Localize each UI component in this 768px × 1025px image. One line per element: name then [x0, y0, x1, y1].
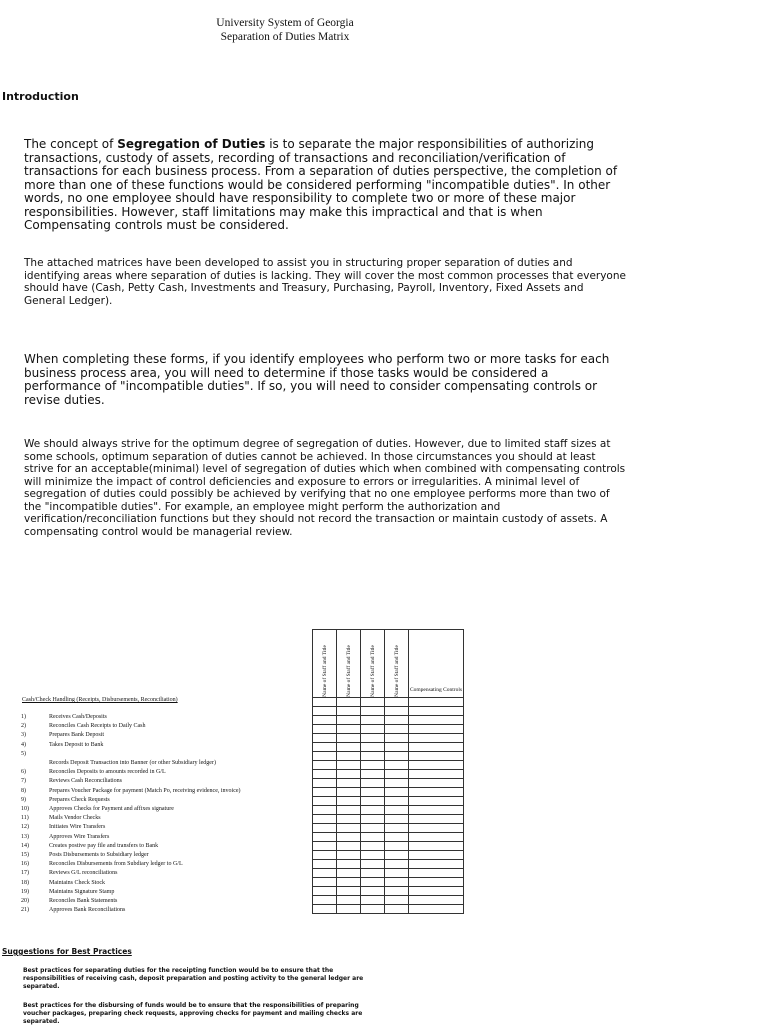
matrix-row: [313, 887, 464, 896]
suggestions-heading: Suggestions for Best Practices: [2, 947, 132, 956]
compensating-cell[interactable]: [409, 752, 464, 761]
staff-cell[interactable]: [313, 779, 337, 788]
staff-cell[interactable]: [385, 707, 409, 716]
matrix-row: [313, 707, 464, 716]
staff-cell[interactable]: [361, 779, 385, 788]
staff-cell[interactable]: [313, 797, 337, 806]
task-text: Approves Bank Reconciliations: [49, 907, 126, 914]
staff-cell[interactable]: [385, 752, 409, 761]
intro-paragraph-1: [24, 138, 626, 233]
compensating-cell[interactable]: [409, 905, 464, 914]
compensating-cell[interactable]: [409, 779, 464, 788]
task-text: Reconciles Bank Statements: [49, 898, 118, 904]
staff-cell[interactable]: [337, 860, 361, 869]
task-row: [21, 843, 271, 852]
cash-handling-section-title: Cash/Check Handling (Receipts, Disbursements, Reconciliation): [22, 697, 178, 703]
task-text: Prepares Check Requests: [49, 796, 110, 803]
compensating-cell[interactable]: [409, 887, 464, 896]
matrix-row: [313, 851, 464, 860]
matrix-row: [313, 698, 464, 707]
task-number: 13): [21, 833, 29, 840]
staff-cell[interactable]: [385, 905, 409, 914]
matrix-row: [313, 716, 464, 725]
matrix-row: [313, 770, 464, 779]
task-text: Records Deposit Transaction into Banner (or other Subsidiary ledger): [49, 760, 216, 766]
task-row: [21, 751, 271, 760]
staff-cell[interactable]: [313, 734, 337, 743]
task-row: [21, 852, 271, 861]
staff-cell[interactable]: [313, 725, 337, 734]
compensating-cell[interactable]: [409, 734, 464, 743]
staff-cell[interactable]: [385, 815, 409, 824]
staff-cell[interactable]: [313, 869, 337, 878]
staff-cell[interactable]: [385, 797, 409, 806]
task-number: 8): [21, 787, 26, 794]
best-practice-disbursing: Best practices for the disbursing of funds would be to ensure that the responsibilities of preparing voucher packages, preparing check requests, approving checks for payment and mailing checks are separated.: [23, 1002, 363, 1025]
staff-cell[interactable]: [337, 905, 361, 914]
task-row: [21, 760, 271, 769]
matrix-row: [313, 797, 464, 806]
matrix-row: [313, 824, 464, 833]
staff-cell[interactable]: [361, 725, 385, 734]
staff-cell[interactable]: [337, 716, 361, 725]
matrix-row: [313, 815, 464, 824]
staff-cell[interactable]: [385, 896, 409, 905]
staff-cell[interactable]: [313, 887, 337, 896]
task-number: 4): [21, 741, 26, 748]
staff-cell[interactable]: [361, 797, 385, 806]
compensating-controls-header: Compensating Controls: [409, 630, 464, 698]
staff-cell[interactable]: [361, 752, 385, 761]
staff-cell[interactable]: [361, 833, 385, 842]
task-text: Maintains Signature Stamp: [49, 888, 115, 895]
staff-cell[interactable]: [361, 896, 385, 905]
task-text: Reconciles Cash Receipts to Daily Cash: [49, 723, 146, 730]
p1-text-start: The concept of: [24, 137, 118, 151]
staff-cell[interactable]: [313, 806, 337, 815]
staff-cell[interactable]: [337, 878, 361, 887]
staff-cell[interactable]: [337, 770, 361, 779]
matrix-row: [313, 842, 464, 851]
task-number: 19): [21, 888, 29, 895]
task-text: Prepares Voucher Package for payment (Match Po, receiving evidence, invoice): [49, 787, 241, 794]
matrix-row: [313, 725, 464, 734]
staff-cell[interactable]: [337, 725, 361, 734]
compensating-cell[interactable]: [409, 698, 464, 707]
matrix-header-row: [313, 630, 464, 698]
staff-cell[interactable]: [385, 698, 409, 707]
task-number: 9): [21, 796, 26, 803]
staff-cell[interactable]: [361, 842, 385, 851]
compensating-cell[interactable]: [409, 815, 464, 824]
staff-cell[interactable]: [337, 698, 361, 707]
task-number: 12): [21, 824, 29, 831]
staff-cell[interactable]: [385, 887, 409, 896]
matrix-row: [313, 860, 464, 869]
task-text: Takes Deposit to Bank: [49, 741, 104, 748]
matrix-row: [313, 869, 464, 878]
matrix-row: [313, 743, 464, 752]
staff-cell[interactable]: [385, 851, 409, 860]
task-number: 21): [21, 907, 29, 914]
staff-cell[interactable]: [337, 842, 361, 851]
staff-cell[interactable]: [385, 716, 409, 725]
staff-column-header: Name of Staff and Title: [337, 630, 361, 698]
task-row: [21, 907, 271, 916]
staff-cell[interactable]: [337, 887, 361, 896]
task-row: [21, 714, 271, 723]
task-number: 14): [21, 842, 29, 849]
task-row: [21, 861, 271, 870]
task-number: 1): [21, 714, 26, 720]
task-row: [21, 898, 271, 907]
staff-column-header: Name of Staff and Title: [313, 630, 337, 698]
matrix-body: [313, 698, 464, 914]
staff-column-header: Name of Staff and Title: [385, 630, 409, 698]
task-row: [21, 815, 271, 824]
staff-cell[interactable]: [313, 833, 337, 842]
compensating-cell[interactable]: [409, 761, 464, 770]
staff-cell[interactable]: [313, 815, 337, 824]
task-row: [21, 723, 271, 732]
compensating-cell[interactable]: [409, 770, 464, 779]
staff-cell[interactable]: [337, 734, 361, 743]
staff-cell[interactable]: [313, 716, 337, 725]
compensating-cell[interactable]: [409, 806, 464, 815]
matrix-row: [313, 779, 464, 788]
staff-cell[interactable]: [385, 842, 409, 851]
compensating-cell[interactable]: [409, 725, 464, 734]
matrix-row: [313, 734, 464, 743]
task-row: [21, 742, 271, 751]
compensating-cell[interactable]: [409, 860, 464, 869]
compensating-cell[interactable]: [409, 707, 464, 716]
task-number: 15): [21, 852, 29, 858]
task-row: [21, 769, 271, 778]
staff-cell[interactable]: [337, 752, 361, 761]
task-row: [21, 834, 271, 843]
staff-cell[interactable]: [361, 905, 385, 914]
staff-cell[interactable]: [313, 905, 337, 914]
compensating-cell[interactable]: [409, 797, 464, 806]
staff-cell[interactable]: [385, 860, 409, 869]
task-row: [21, 806, 271, 815]
staff-cell[interactable]: [361, 860, 385, 869]
matrix-row: [313, 806, 464, 815]
document-header: [185, 16, 385, 44]
staff-cell[interactable]: [385, 761, 409, 770]
staff-cell[interactable]: [313, 743, 337, 752]
staff-cell[interactable]: [361, 824, 385, 833]
task-text: Reviews G/L reconciliations: [49, 870, 118, 877]
staff-cell[interactable]: [385, 725, 409, 734]
staff-cell[interactable]: [361, 716, 385, 725]
task-text: Creates postive pay file and transfers to Bank: [49, 842, 159, 849]
task-row: [21, 778, 271, 787]
compensating-cell[interactable]: [409, 824, 464, 833]
staff-cell[interactable]: [337, 851, 361, 860]
staff-cell[interactable]: [337, 815, 361, 824]
staff-cell[interactable]: [337, 707, 361, 716]
task-number: 20): [21, 898, 29, 904]
staff-cell[interactable]: [313, 788, 337, 797]
staff-cell[interactable]: [385, 806, 409, 815]
p1-text-end: is to separate the major responsibilities of authorizing transactions, custody of assets, recording of transactions and reconciliation/verification of transactions for each business process. From a separation of duties perspective, the completion of more than one of these functions would be considered performing "incompatible duties". In other words, no one employee should have responsibility to complete two or more of these major responsibilities. However, staff limitations may make this impractical and that is when Compensating controls must be considered.: [24, 137, 618, 232]
matrix-row: [313, 752, 464, 761]
task-text: Approves Wire Transfers: [49, 833, 110, 840]
compensating-cell[interactable]: [409, 833, 464, 842]
matrix-row: [313, 788, 464, 797]
task-row: [21, 732, 271, 741]
task-number: 2): [21, 723, 26, 730]
task-text: Receives Cash/Deposits: [49, 714, 107, 720]
task-text: Posts Disbursements to Subsidiary ledger: [49, 852, 149, 858]
compensating-cell[interactable]: [409, 896, 464, 905]
compensating-cell[interactable]: [409, 878, 464, 887]
staff-cell[interactable]: [337, 806, 361, 815]
task-number: 7): [21, 778, 26, 785]
staff-cell[interactable]: [361, 869, 385, 878]
task-number: 16): [21, 861, 29, 868]
staff-cell[interactable]: [337, 824, 361, 833]
compensating-cell[interactable]: [409, 716, 464, 725]
staff-cell[interactable]: [361, 698, 385, 707]
compensating-cell[interactable]: [409, 842, 464, 851]
staff-cell[interactable]: [313, 770, 337, 779]
header-org-title: University System of Georgia: [216, 17, 354, 29]
staff-cell[interactable]: [385, 869, 409, 878]
task-number: 3): [21, 732, 26, 739]
staff-cell[interactable]: [337, 743, 361, 752]
matrix-row: [313, 761, 464, 770]
matrix-row: [313, 905, 464, 914]
task-text: Reviews Cash Reconciliations: [49, 778, 122, 785]
task-number: 11): [21, 815, 29, 822]
staff-cell[interactable]: [313, 851, 337, 860]
staff-cell[interactable]: [361, 806, 385, 815]
staff-column-header: Name of Staff and Title: [361, 630, 385, 698]
staff-cell[interactable]: [313, 752, 337, 761]
best-practice-receipting: Best practices for separating duties for the receipting function would be to ensure that the responsibilities of receiving cash, deposit preparation and posting activity to the general ledger are separated.: [23, 967, 364, 990]
staff-cell[interactable]: [385, 734, 409, 743]
matrix-row: [313, 896, 464, 905]
staff-cell[interactable]: [313, 761, 337, 770]
task-number: 6): [21, 769, 26, 776]
duties-matrix-table: [312, 629, 464, 914]
staff-cell[interactable]: [361, 887, 385, 896]
staff-cell[interactable]: [361, 851, 385, 860]
task-text: Reconciles Disbursements from Subdiary ledger to G/L: [49, 861, 183, 868]
staff-cell[interactable]: [385, 779, 409, 788]
task-row: [21, 797, 271, 806]
staff-cell[interactable]: [361, 878, 385, 887]
task-text: Prepares Bank Deposit: [49, 732, 104, 739]
staff-cell[interactable]: [385, 878, 409, 887]
matrix-row: [313, 833, 464, 842]
intro-paragraph-2: The attached matrices have been developed to assist you in structuring proper separation of duties and identifying areas where separation of duties is lacking. They will cover the most common processes that everyone should have (Cash, Petty Cash, Investments and Treasury, Purchasing, Payroll, Inventory, Fixed Assets and General Ledger).: [24, 257, 626, 307]
staff-cell[interactable]: [337, 779, 361, 788]
task-row: [21, 788, 271, 797]
staff-cell[interactable]: [337, 869, 361, 878]
task-number: 5): [21, 750, 26, 757]
p1-bold-term: Segregation of Duties: [117, 137, 266, 151]
intro-paragraph-4: We should always strive for the optimum degree of segregation of duties. However, due to limited staff sizes at some schools, optimum separation of duties cannot be achieved. In those circumstances you should at least strive for an acceptable(minimal) level of segregation of duties which when combined with compensating controls will minimize the impact of control deficiencies and exposure to errors or irregularities. A minimal level of segregation of duties could possibly be achieved by verifying that no one employee performs more than two of the "incompatible duties". For example, an employee might perform the authorization and verification/reconciliation functions but they should not record the transaction or maintain custody of assets. A compensating control would be managerial review.: [24, 438, 626, 538]
task-number: 18): [21, 879, 29, 886]
staff-cell[interactable]: [385, 833, 409, 842]
staff-cell[interactable]: [361, 761, 385, 770]
staff-cell[interactable]: [313, 896, 337, 905]
staff-cell[interactable]: [337, 788, 361, 797]
intro-paragraph-3: When completing these forms, if you identify employees who perform two or more tasks for each business process area, you will need to determine if those tasks would be considered a performance of "incompatible duties". If so, you will need to consider compensating controls or revise duties.: [24, 352, 610, 407]
task-row: [21, 889, 271, 898]
staff-cell[interactable]: [313, 878, 337, 887]
task-row: [21, 824, 271, 833]
staff-cell[interactable]: [385, 788, 409, 797]
staff-cell[interactable]: [313, 842, 337, 851]
compensating-cell[interactable]: [409, 851, 464, 860]
staff-cell[interactable]: [361, 734, 385, 743]
task-number: 10): [21, 806, 29, 812]
task-row: [21, 870, 271, 879]
staff-cell[interactable]: [337, 833, 361, 842]
compensating-cell[interactable]: [409, 869, 464, 878]
staff-cell[interactable]: [361, 815, 385, 824]
staff-cell[interactable]: [385, 743, 409, 752]
staff-cell[interactable]: [337, 896, 361, 905]
compensating-cell[interactable]: [409, 788, 464, 797]
staff-cell[interactable]: [361, 770, 385, 779]
staff-cell[interactable]: [385, 824, 409, 833]
task-text: Mails Vendor Checks: [49, 815, 101, 822]
task-row: [21, 880, 271, 889]
staff-cell[interactable]: [337, 761, 361, 770]
staff-cell[interactable]: [313, 860, 337, 869]
staff-cell[interactable]: [361, 743, 385, 752]
staff-cell[interactable]: [385, 770, 409, 779]
task-text: Reconciles Deposits to amounts recorded in G/L: [49, 769, 166, 776]
staff-cell[interactable]: [313, 707, 337, 716]
staff-cell[interactable]: [337, 797, 361, 806]
staff-cell[interactable]: [361, 788, 385, 797]
task-text: Maintains Check Stock: [49, 879, 105, 886]
matrix-row: [313, 878, 464, 887]
compensating-cell[interactable]: [409, 743, 464, 752]
introduction-heading: Introduction: [2, 90, 79, 103]
staff-cell[interactable]: [361, 707, 385, 716]
staff-cell[interactable]: [313, 698, 337, 707]
task-text: Initiates Wire Transfers: [49, 824, 106, 831]
header-matrix-title: Separation of Duties Matrix: [220, 31, 350, 43]
staff-cell[interactable]: [313, 824, 337, 833]
task-number: 17): [21, 870, 29, 877]
task-text: Approves Checks for Payment and affixes signature: [49, 806, 174, 812]
